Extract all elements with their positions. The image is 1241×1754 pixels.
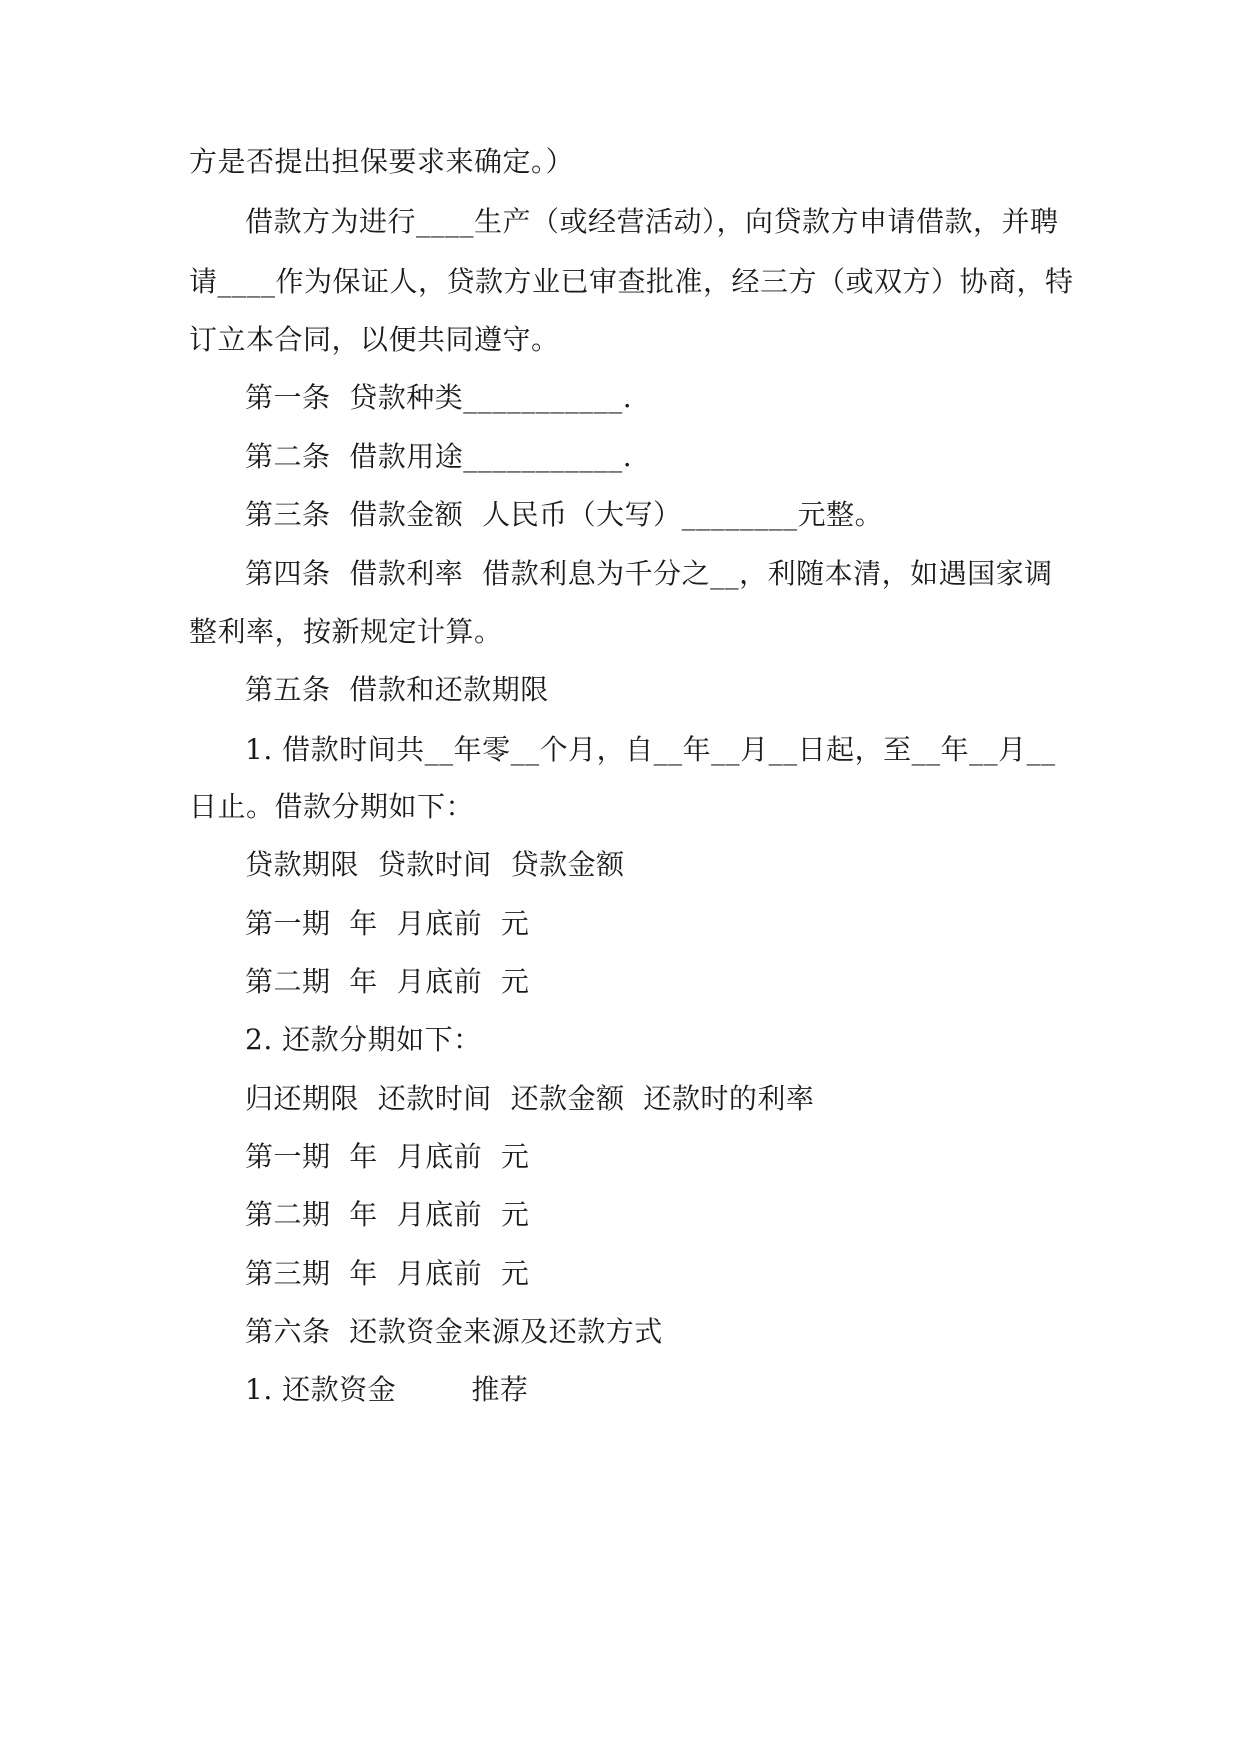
- article-5: 第五条 借款和还款期限: [245, 673, 549, 706]
- table-row: 第二期 年 月底前 元: [245, 1198, 530, 1231]
- article-4: 第四条 借款利率 借款利息为千分之__，利随本清，如遇国家调: [245, 557, 1053, 590]
- text-line: 2. 还款分期如下：: [245, 1023, 482, 1056]
- text-line: 日止。借款分期如下：: [189, 790, 475, 823]
- text-line: 请____作为保证人，贷款方业已审查批准，经三方（或双方）协商，特: [189, 265, 1074, 298]
- table-header: 贷款期限 贷款时间 贷款金额: [245, 848, 625, 881]
- text-line: 1. 借款时间共__年零__个月，自__年__月__日起，至__年__月__: [245, 733, 1056, 766]
- article-1: 第一条 贷款种类___________.: [245, 381, 633, 414]
- article-3: 第三条 借款金额 人民币（大写）________元整。: [245, 498, 884, 531]
- table-row: 第一期 年 月底前 元: [245, 907, 530, 940]
- table-header: 归还期限 还款时间 还款金额 还款时的利率: [245, 1082, 815, 1115]
- text-line: 整利率，按新规定计算。: [189, 615, 503, 648]
- text-line: 借款方为进行____生产（或经营活动），向贷款方申请借款，并聘: [245, 205, 1059, 238]
- text-line: 方是否提出担保要求来确定。）: [189, 145, 575, 178]
- table-row: 第三期 年 月底前 元: [245, 1257, 530, 1290]
- table-row: 第一期 年 月底前 元: [245, 1140, 530, 1173]
- text-line: 1. 还款资金 推荐: [245, 1373, 529, 1406]
- text-line: 订立本合同，以便共同遵守。: [189, 323, 560, 356]
- article-6: 第六条 还款资金来源及还款方式: [245, 1315, 663, 1348]
- article-2: 第二条 借款用途___________.: [245, 440, 633, 473]
- table-row: 第二期 年 月底前 元: [245, 965, 530, 998]
